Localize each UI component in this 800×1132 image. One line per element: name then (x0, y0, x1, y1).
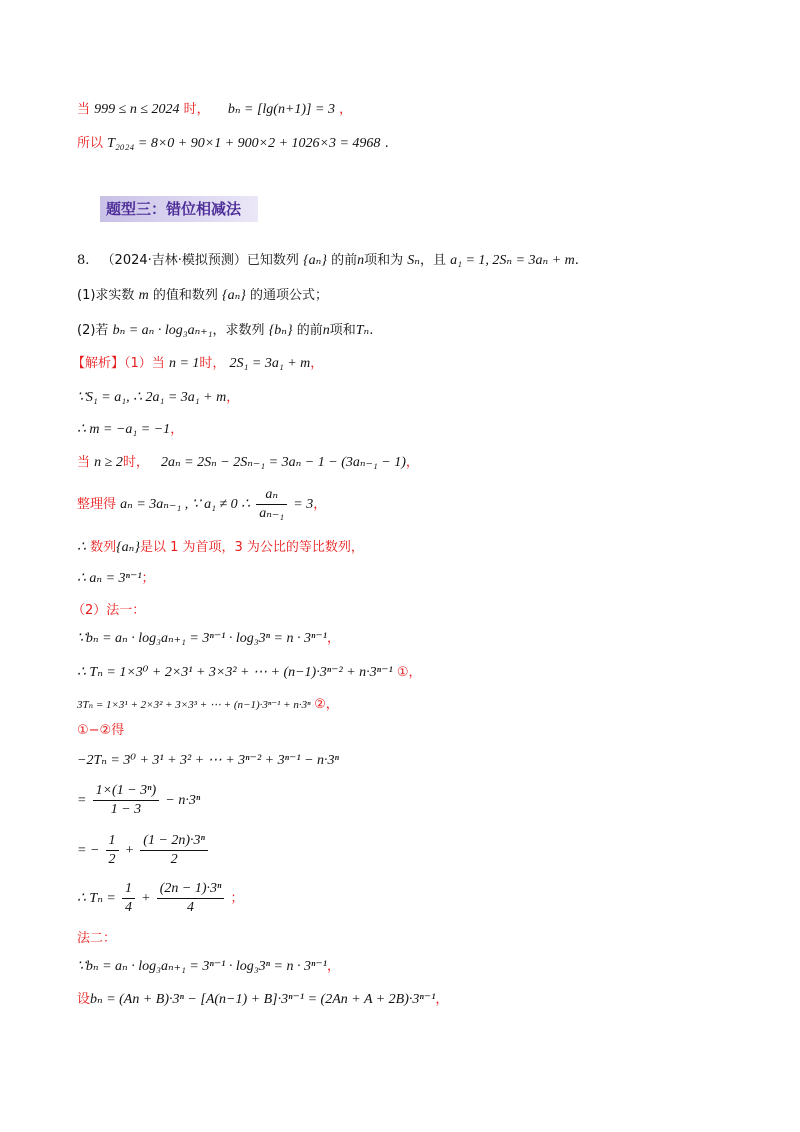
text-red: ①−②得 (77, 723, 125, 738)
math-inline: n (322, 323, 330, 338)
method-1-line-5 (77, 752, 339, 770)
fraction-num: 1×(1 − 3ⁿ) (93, 782, 160, 801)
fraction-num: aₙ (256, 486, 287, 505)
punct: . (574, 253, 579, 268)
math-inline: T₂₀₂₄ = 8×0 + 90×1 + 900×2 + 1026×3 = 4968 (107, 136, 381, 151)
math-inline: bₙ = (An + B)·3ⁿ − [A(n−1) + B]·3ⁿ⁻¹ = (2An + A + 2B)·3ⁿ⁻¹ (90, 992, 436, 1007)
math-inline: {aₙ} (116, 540, 140, 555)
math-inline: 2aₙ = 2Sₙ − 2Sₙ₋₁ = 3aₙ − 1 − (3aₙ₋₁ − 1) (161, 455, 406, 470)
math-inline: ∵bₙ = aₙ · log₃aₙ₊₁ = 3ⁿ⁻¹ · log₃3ⁿ = n · 3ⁿ⁻¹ (77, 959, 327, 974)
text-red: 当 (77, 455, 91, 470)
method-1-line-6 (77, 782, 200, 819)
text-red: 时， (199, 356, 226, 371)
text-red: （2）法一： (72, 603, 146, 618)
punct: ， (310, 356, 324, 371)
fraction-den: 2 (108, 852, 116, 867)
math-inline: aₙ = 3aₙ₋₁ , ∵ a₁ ≠ 0 ∴ (120, 497, 251, 512)
math-inline: + (124, 843, 135, 858)
punct: ， (326, 631, 340, 646)
math-inline: Sₙ (407, 253, 420, 268)
method-1-line-7 (77, 832, 210, 869)
math-inline: − n·3ⁿ (165, 793, 201, 808)
q-text: ，求数列 (212, 323, 265, 338)
text-red: 整理得 (77, 497, 117, 512)
method-2-line-2 (77, 991, 448, 1009)
punct: ， (226, 390, 240, 405)
q-text: (1)求实数 (77, 288, 135, 303)
fraction (106, 832, 119, 869)
punct: ； (230, 891, 244, 906)
stem-text: ，且 (419, 253, 446, 268)
math-inline: n (357, 253, 365, 268)
text-red: 时， (183, 102, 210, 117)
math-inline: + (141, 891, 151, 906)
math-inline: ∴ aₙ = 3ⁿ⁻¹ (77, 571, 142, 586)
solution-line-2 (77, 389, 239, 407)
punct: ， (313, 497, 327, 512)
fraction-den: 4 (124, 900, 132, 915)
method-1-line-3 (77, 696, 339, 714)
fraction-num: 1 (122, 880, 135, 899)
text-red: （1）当 (124, 356, 165, 371)
math-inline: = − (77, 843, 100, 858)
text-red: 当 (77, 102, 91, 117)
math-inline: −2Tₙ = 3⁰ + 3¹ + 3² + ⋯ + 3ⁿ⁻² + 3ⁿ⁻¹ − n·3ⁿ (77, 753, 339, 768)
section-heading: 题型三：错位相减法 (100, 196, 258, 222)
text-red: 时， (122, 455, 149, 470)
math-inline: = 3 (293, 497, 314, 512)
q-text: 的前 (296, 323, 323, 338)
equation-mark: ②， (314, 697, 339, 712)
math-inline: m (138, 288, 149, 303)
punct: ， (405, 455, 419, 470)
punct: ； (141, 571, 155, 586)
math-inline: = (77, 793, 87, 808)
fraction-den: 2 (170, 852, 178, 867)
fraction-den: aₙ₋₁ (259, 506, 285, 521)
math-inline: ∴ Tₙ = 1×3⁰ + 2×3¹ + 3×3² + ⋯ + (n−1)·3ⁿ⁻² + n·3ⁿ⁻¹ (77, 665, 393, 680)
fraction (256, 486, 287, 523)
solution-line-1 (72, 355, 323, 373)
method-1-line-8 (77, 880, 244, 917)
text-red: 法二： (77, 931, 117, 946)
method-1-label (72, 602, 145, 620)
fraction-den: 1 − 3 (110, 802, 142, 817)
method-1-line-4 (77, 722, 124, 740)
math-inline: ∴ (77, 540, 86, 555)
math-inline: ∴ Tₙ = (77, 891, 116, 906)
stem-text: 项和为 (364, 253, 404, 268)
question-1 (77, 287, 328, 305)
math-inline: Tₙ (355, 323, 370, 338)
stem-text: 的前 (331, 253, 358, 268)
math-inline: {bₙ} (268, 323, 293, 338)
fraction-den: 4 (187, 900, 195, 915)
punct: ， (339, 102, 353, 117)
fraction-num: (2n − 1)·3ⁿ (157, 880, 225, 899)
question-2 (77, 322, 373, 340)
math-inline: 999 ≤ n ≤ 2024 (94, 102, 180, 117)
equation-mark: ①， (396, 665, 422, 680)
problem-source: （2024·吉林·模拟预测） (101, 253, 247, 268)
fraction-num: 1 (106, 832, 119, 851)
punct: ， (170, 422, 184, 437)
fraction (93, 782, 160, 819)
math-inline: {aₙ} (303, 253, 327, 268)
problem-stem (77, 252, 579, 270)
text-line-range (77, 101, 352, 119)
text-red: 数列 (90, 540, 117, 555)
math-inline: {aₙ} (221, 288, 246, 303)
method-2-label (77, 930, 116, 948)
math-inline: 3Tₙ = 1×3¹ + 2×3² + 3×3³ + ⋯ + (n−1)·3ⁿ⁻¹ + n·3ⁿ (77, 699, 311, 711)
solution-line-3 (77, 421, 183, 439)
solution-line-6 (77, 539, 364, 557)
math-inline: n = 1 (168, 356, 200, 371)
text-red: 所以 (77, 136, 104, 151)
punct: ， (435, 992, 449, 1007)
math-inline: bₙ = [lg(n+1)] = 3 (227, 102, 335, 117)
punct: . (369, 323, 374, 338)
method-1-line-2 (77, 664, 421, 682)
problem-number: 8. (77, 253, 90, 268)
q-text: 的通项公式； (250, 288, 329, 303)
fraction-num: (1 − 2n)·3ⁿ (140, 832, 208, 851)
math-inline: bₙ = aₙ · log₃aₙ₊₁ (112, 323, 213, 338)
solution-tag: 【解析】 (72, 356, 125, 371)
text-red: 设 (77, 992, 91, 1007)
math-inline: ∵S₁ = a₁, ∴ 2a₁ = 3a₁ + m (77, 390, 227, 405)
q-text: 项和 (329, 323, 356, 338)
math-inline: a₁ = 1, 2Sₙ = 3aₙ + m (450, 253, 575, 268)
punct: ， (326, 959, 340, 974)
punct: . (384, 136, 389, 151)
text-line-total (77, 135, 389, 153)
text-red: 是以 1 为首项，3 为公比的等比数列， (139, 540, 364, 555)
q-text: (2)若 (77, 323, 109, 338)
solution-line-5 (77, 486, 326, 523)
fraction (140, 832, 208, 869)
fraction (122, 880, 135, 917)
q-text: 的值和数列 (152, 288, 218, 303)
math-inline: 2S₁ = 3a₁ + m (229, 356, 311, 371)
stem-text: 已知数列 (246, 253, 299, 268)
method-1-line-1 (77, 630, 340, 648)
fraction (157, 880, 225, 917)
math-inline: ∴ m = −a₁ = −1 (77, 422, 171, 437)
method-2-line-1 (77, 958, 340, 976)
math-inline: ∵bₙ = aₙ · log₃aₙ₊₁ = 3ⁿ⁻¹ · log₃3ⁿ = n · 3ⁿ⁻¹ (77, 631, 327, 646)
math-inline: n ≥ 2 (94, 455, 123, 470)
solution-line-7 (77, 570, 155, 588)
solution-line-4 (77, 454, 419, 472)
